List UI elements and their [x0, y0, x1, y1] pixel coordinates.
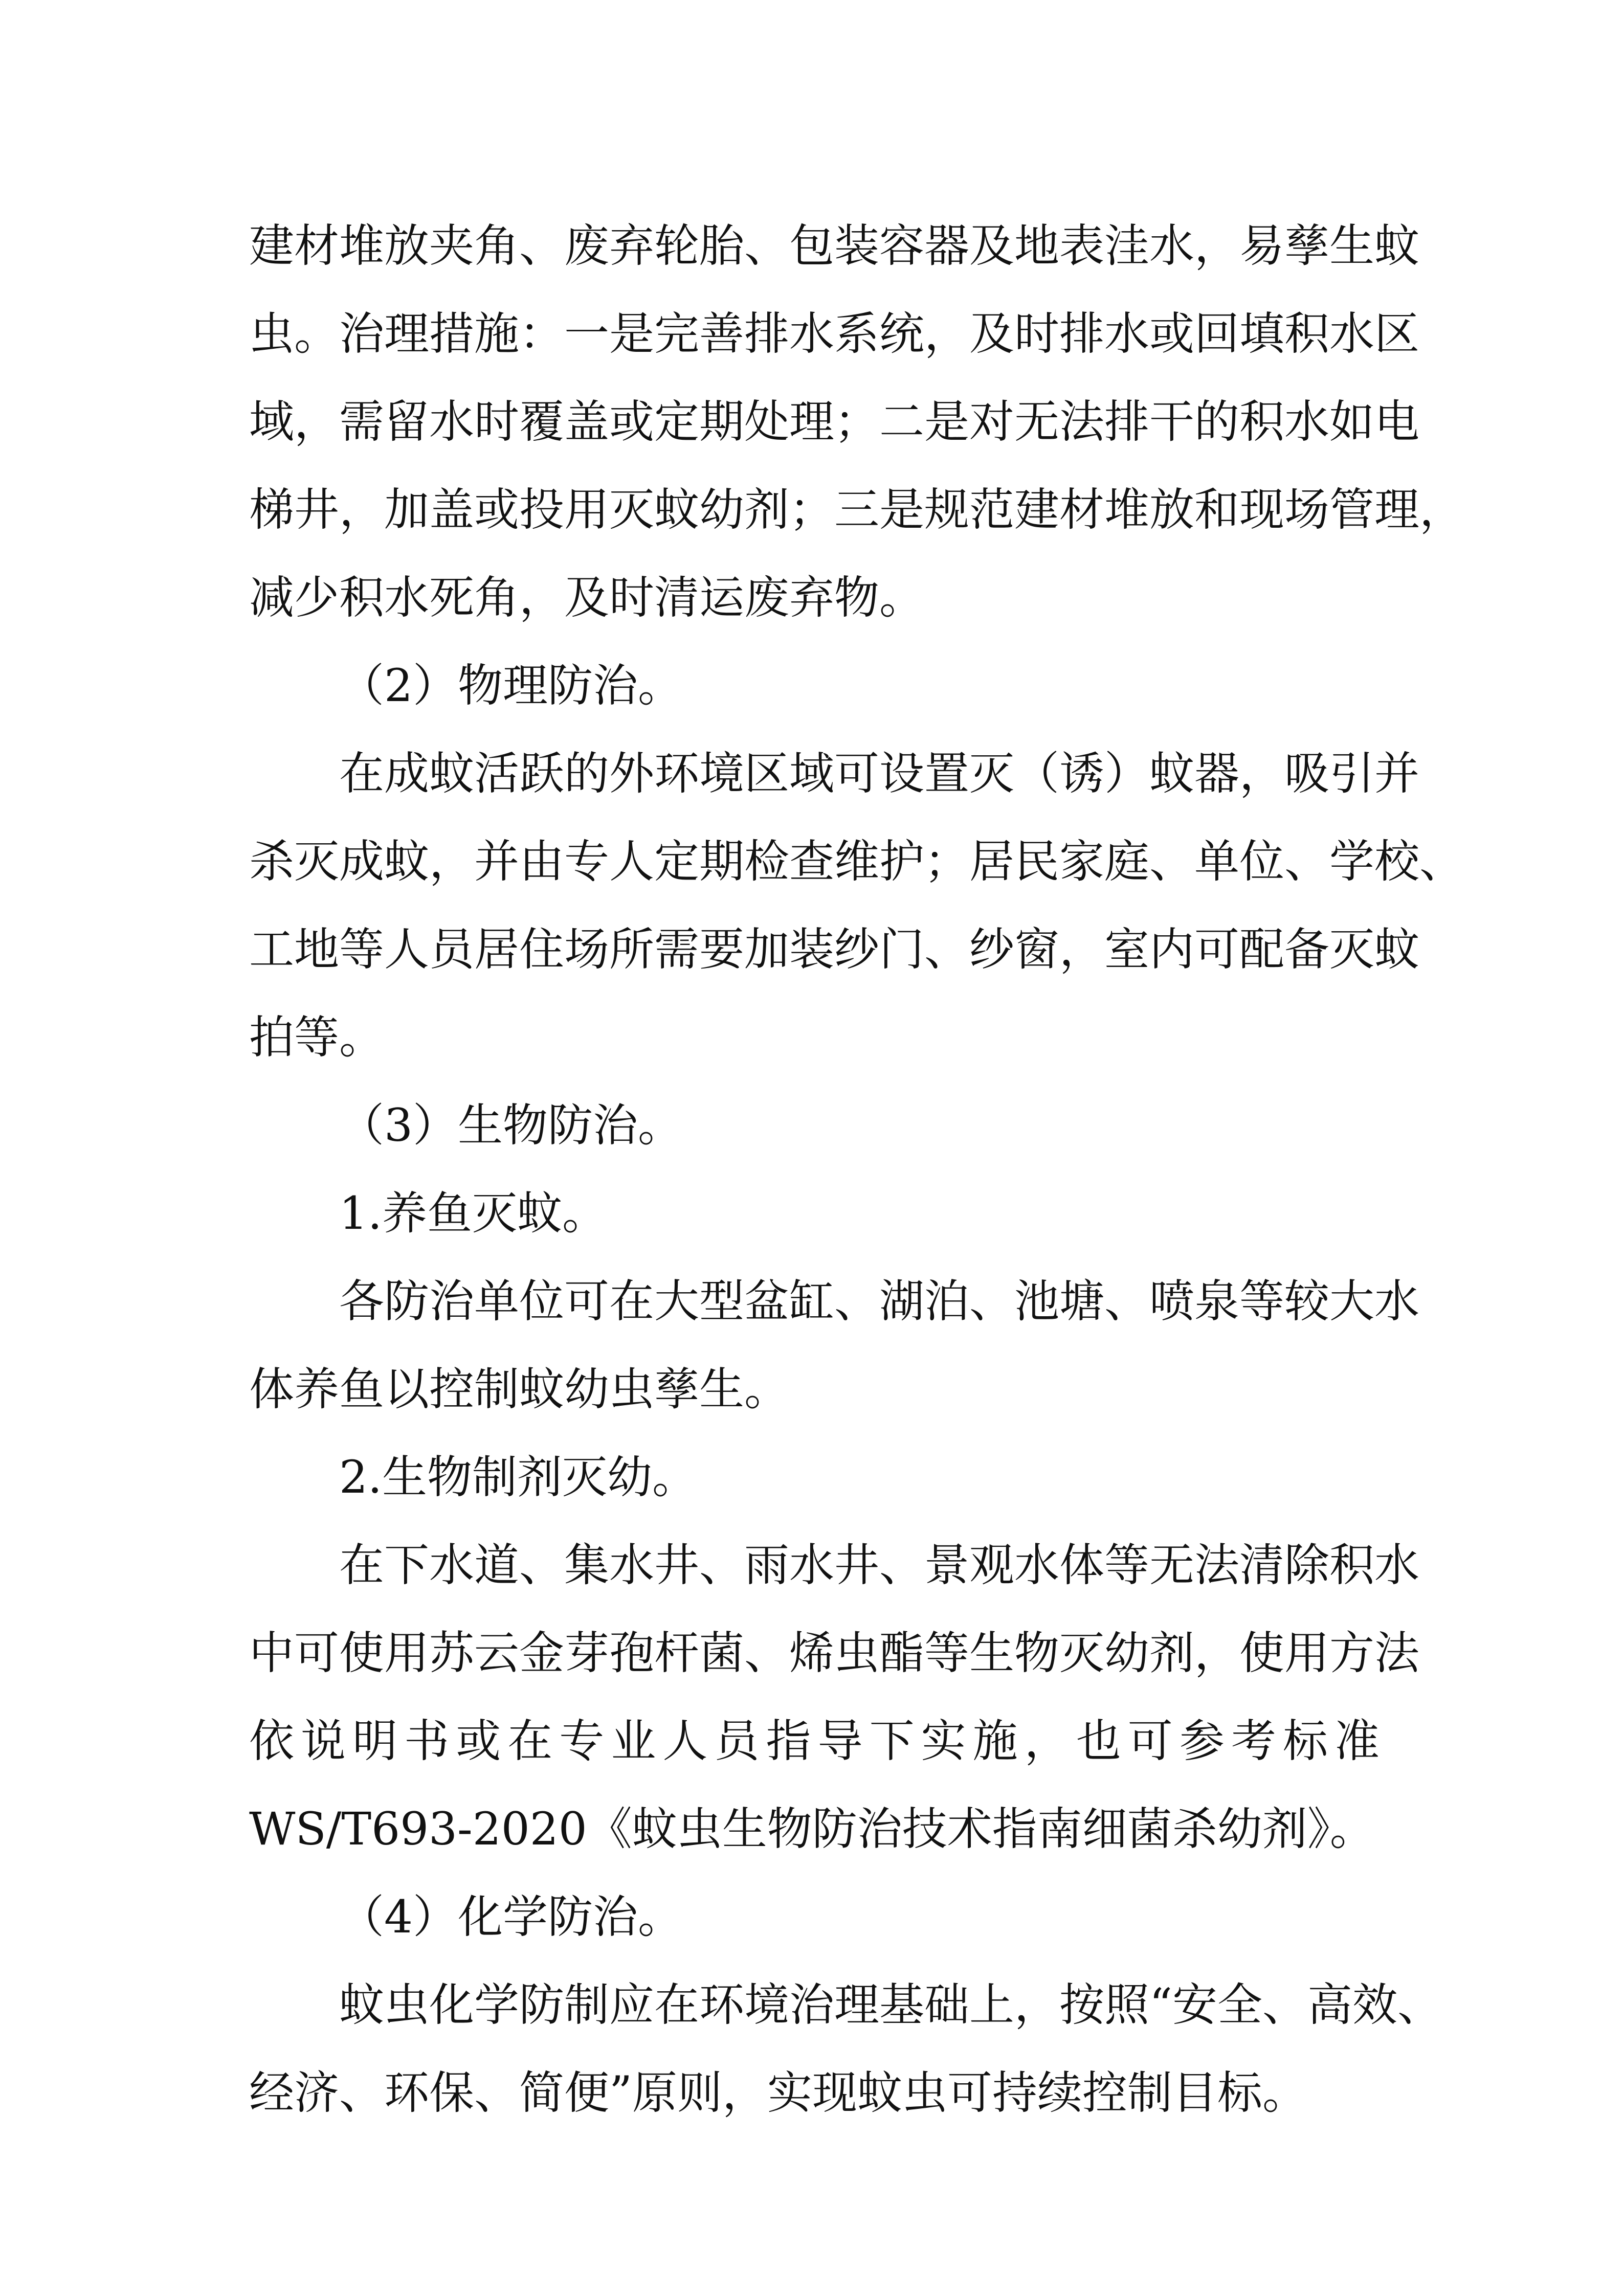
- paragraph-line: 建材堆放夹角、废弃轮胎、包装容器及地表洼水，易孳生蚊: [249, 219, 1420, 272]
- paragraph-line-standard-reference: WS/T693-2020《蚊虫生物防治技术指南细菌杀幼剂》。: [249, 1803, 1375, 1855]
- document-body: [249, 202, 1465, 2137]
- section-heading-physical-control: （2）物理防治。: [339, 659, 683, 712]
- paragraph-line: 各防治单位可在大型盆缸、湖泊、池塘、喷泉等较大水: [339, 1275, 1420, 1327]
- paragraph-line: 梯井，加盖或投用灭蚊幼剂；三是规范建材堆放和现场管理，: [249, 483, 1465, 536]
- paragraph-line: 虫。治理措施：一是完善排水系统，及时排水或回填积水区: [249, 307, 1420, 360]
- subsection-heading-biological-agents: 2.生物制剂灭幼。: [339, 1451, 697, 1503]
- paragraph-line: 工地等人员居住场所需要加装纱门、纱窗，室内可配备灭蚊: [249, 923, 1420, 976]
- paragraph-line: 经济、环保、简便”原则，实现蚊虫可持续控制目标。: [249, 2066, 1307, 2119]
- paragraph-line: 拍等。: [249, 1011, 385, 1064]
- paragraph-line: 杀灭成蚊，并由专人定期检查维护；居民家庭、单位、学校、: [249, 835, 1465, 888]
- paragraph-line: 依说明书或在专业人员指导下实施，也可参考标准: [249, 1715, 1380, 1767]
- section-heading-chemical-control: （4）化学防治。: [339, 1890, 683, 1943]
- subsection-heading-fish: 1.养鱼灭蚊。: [339, 1187, 607, 1240]
- paragraph-line: 在下水道、集水井、雨水井、景观水体等无法清除积水: [339, 1539, 1420, 1591]
- section-heading-biological-control: （3）生物防治。: [339, 1099, 683, 1152]
- paragraph-line: 在成蚊活跃的外环境区域可设置灭（诱）蚊器，吸引并: [339, 747, 1420, 800]
- paragraph-line: 蚊虫化学防制应在环境治理基础上，按照“安全、高效、: [339, 1978, 1442, 2031]
- paragraph-line: 体养鱼以控制蚊幼虫孳生。: [249, 1363, 790, 1415]
- paragraph-line: 中可使用苏云金芽孢杆菌、烯虫酯等生物灭幼剂，使用方法: [249, 1627, 1420, 1679]
- paragraph-line: 域，需留水时覆盖或定期处理；二是对无法排干的积水如电: [249, 395, 1420, 448]
- paragraph-line: 减少积水死角，及时清运废弃物。: [249, 571, 925, 624]
